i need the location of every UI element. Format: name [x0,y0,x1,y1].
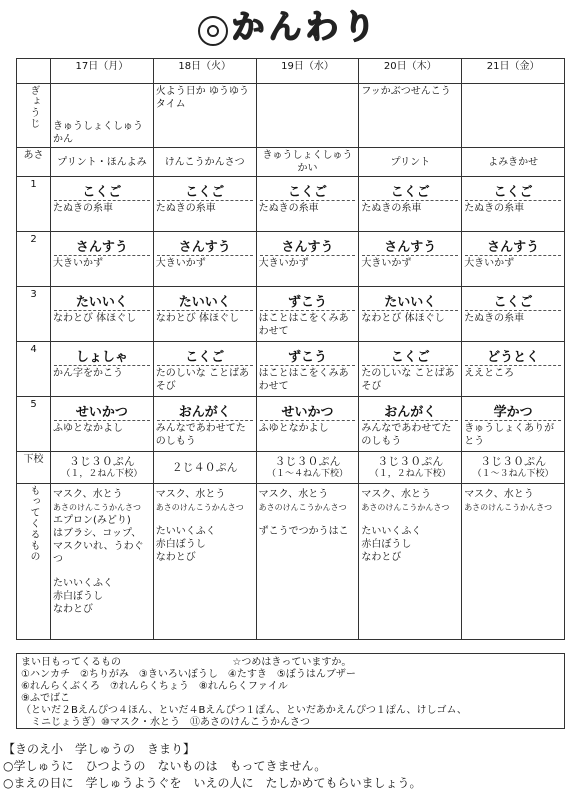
motte-item: マスク、水とう [258,489,329,500]
period-cell [359,397,462,452]
rule-line: ○学しゅうに ひつようの ないものは もってきません。 [3,759,327,773]
subject-name: 学かつ [465,405,561,421]
period-label: 3 [17,287,51,342]
nails-reminder: ☆つめはきっていますか。 [232,657,352,668]
day-header: 17日（月） [51,59,154,84]
everyday-line: （といだ２Bえんぴつ４ほん、といだ４Bえんぴつ１ぽん、といだあかえんぴつ１ぽん、けしゴム、 [21,705,467,716]
lesson-content: はことはこをくみあわせて [258,368,349,392]
everyday-line: ①ハンカチ ②ちりがみ ③きいろいぼうし ④たすき ⑤ぼうはんブザー [21,669,356,680]
period-cell [359,342,462,397]
timetable [16,58,565,640]
motte-item: 赤白ぼうし [361,539,412,550]
motte-row [17,484,565,640]
lesson-content: たぬきの糸車 [464,313,525,324]
subject-name: しょしゃ [54,350,150,366]
subject-name: ずこう [260,350,356,366]
asa-cell: きゅうしょくしゅうかい [256,148,359,177]
period-cell [256,177,359,232]
motte-item: たいいくふく [53,578,113,589]
gekou-time: ２じ４０ぷん [171,461,238,474]
lesson-content: なわとび 体ほぐし [155,313,239,324]
period-cell [153,397,256,452]
motte-item: あさのけんこうかんさつ [464,503,553,512]
subject-name: ずこう [260,295,356,311]
period-cell [256,342,359,397]
subject-name: こくご [157,350,253,366]
period-cell [51,177,154,232]
gyouji-cell [256,84,359,148]
subject-name: こくご [465,185,561,201]
subject-name: おんがく [362,405,458,421]
page-title [0,4,577,50]
everyday-heading-line [21,657,560,669]
gyouji-label: ぎょうじ [17,84,51,148]
asa-row [17,148,565,177]
motte-item [53,566,151,577]
period-label: 2 [17,232,51,287]
asa-cell: けんこうかんさつ [153,148,256,177]
period-row [17,232,565,287]
gekou-cell [51,452,154,484]
period-label: 1 [17,177,51,232]
subject-name: せいかつ [54,405,150,421]
period-cell [462,232,565,287]
corner-cell [17,59,51,84]
period-cell [153,232,256,287]
lesson-content: たのしいな ことばあそび [155,368,249,392]
motte-item [259,514,357,525]
lesson-content: 大きいかず [258,258,309,269]
day-header: 21日（金） [462,59,565,84]
everyday-heading: まい日もってくるもの [21,657,121,668]
period-cell [51,397,154,452]
asa-cell: プリント [359,148,462,177]
period-cell [462,177,565,232]
gekou-time: ３じ３０ぷん [377,454,444,468]
gyouji-cell [462,84,565,148]
subject-name: たいいく [54,295,150,311]
motte-item: はブラシ、コップ、 [53,528,142,539]
period-cell [359,287,462,342]
period-cell [359,232,462,287]
gyouji-row [17,84,565,148]
motte-cell [256,484,359,640]
gekou-note: （１，２ねん下校） [61,468,143,479]
gekou-time: ３じ３０ぷん [480,454,547,468]
gyouji-cell: 火よう日か ゆうゆうタイム [153,84,256,148]
subject-name: さんすう [260,240,356,256]
lesson-content: はことはこをくみあわせて [258,313,349,337]
motte-item: 赤白ぼうし [155,539,206,550]
subject-name: さんすう [465,240,561,256]
period-cell [256,232,359,287]
gekou-cell [359,452,462,484]
gekou-cell [462,452,565,484]
subject-name: こくご [157,185,253,201]
lesson-content: たぬきの糸車 [258,203,319,214]
gekou-time: ３じ３０ぷん [274,454,341,468]
gekou-note: （１～４ねん下校） [266,468,348,479]
period-row [17,177,565,232]
lesson-content: たぬきの糸車 [464,203,525,214]
subject-name: さんすう [54,240,150,256]
motte-item: あさのけんこうかんさつ [53,503,141,512]
period-cell [359,177,462,232]
lesson-content: ふゆとなかよし [53,423,123,434]
asa-cell: プリント・ほんよみ [51,148,154,177]
gyouji-cell: きゅうしょくしゅうかん [51,84,154,148]
day-header: 19日（水） [256,59,359,84]
period-cell [462,397,565,452]
motte-item: マスク、水とう [464,489,534,500]
lesson-content: ええところ [464,368,515,379]
lesson-content: みんなであわせてたのしもう [155,423,246,447]
period-label: 4 [17,342,51,397]
motte-item: マスク、水とう [361,489,431,500]
lesson-content: たぬきの糸車 [155,203,216,214]
day-header: 20日（木） [359,59,462,84]
period-row [17,287,565,342]
lesson-content: きゅうしょくありがとう [464,423,555,447]
lesson-content: たぬきの糸車 [361,203,422,214]
gekou-row [17,452,565,484]
lesson-content: 大きいかず [53,258,103,269]
gekou-note: （１～３ねん下校） [472,468,554,479]
subject-name: こくご [362,350,458,366]
motte-cell [51,484,154,640]
subject-name: たいいく [362,295,458,311]
gekou-time: ３じ３０ぷん [68,454,135,468]
flower-icon [198,16,228,46]
gekou-cell [153,452,256,484]
motte-label: もってくるもの [17,484,51,640]
motte-item: あさのけんこうかんさつ [155,503,244,512]
learning-rules [3,741,573,792]
asa-cell: よみきかせ [462,148,565,177]
motte-item: ずこうでつかうはこ [258,526,349,537]
rules-heading: 【きのえ小 学しゅうの きまり】 [3,742,196,756]
period-cell [51,287,154,342]
motte-item: マスク、水とう [155,489,226,500]
motte-item: あさのけんこうかんさつ [258,503,347,512]
motte-item: たいいくふく [361,526,422,537]
subject-name: こくご [362,185,458,201]
motte-cell [462,484,565,640]
gekou-cell [256,452,359,484]
period-cell [153,177,256,232]
asa-label: あさ [17,148,51,177]
subject-name: せいかつ [260,405,356,421]
subject-name: さんすう [362,240,458,256]
period-cell [256,397,359,452]
everyday-line: ミニじょうぎ）⑩マスク・水とう ⑪あさのけんこうかんさつ [21,717,310,728]
period-cell [256,287,359,342]
motte-item: マスク、水とう [53,489,123,500]
lesson-content: ふゆとなかよし [258,423,329,434]
motte-item: なわとび [361,552,402,563]
motte-item: 赤白ぼうし [53,591,103,602]
motte-item: なわとび [53,604,93,615]
period-cell [153,342,256,397]
subject-name: こくご [260,185,356,201]
subject-name: どうとく [465,350,561,366]
day-header: 18日（火） [153,59,256,84]
motte-item: マスクいれ、うわぐつ [53,541,144,565]
motte-item: たいいくふく [155,526,216,537]
subject-name: こくご [465,295,561,311]
everyday-items-box [16,653,565,729]
period-label: 5 [17,397,51,452]
motte-item [156,514,254,525]
lesson-content: なわとび 体ほぐし [53,313,137,324]
header-row [17,59,565,84]
motte-item [361,514,459,525]
everyday-line: ⑥れんらくぶくろ ⑦れんらくちょう ⑧れんらくファイル [21,681,288,692]
title-text: かんわり [231,7,380,46]
lesson-content: 大きいかず [464,258,515,269]
lesson-content: みんなであわせてたのしもう [361,423,452,447]
motte-cell [153,484,256,640]
lesson-content: 大きいかず [361,258,412,269]
subject-name: たいいく [157,295,253,311]
gekou-note: （１，２ねん下校） [369,468,451,479]
lesson-content: なわとび 体ほぐし [361,313,445,324]
everyday-line: ⑨ふでばこ [21,693,70,704]
lesson-content: たのしいな ことばあそび [361,368,455,392]
period-row [17,397,565,452]
period-cell [51,342,154,397]
rule-line: ○まえの日に 学しゅうようぐを いえの人に たしかめてもらいましょう。 [3,776,422,790]
subject-name: こくご [54,185,150,201]
period-row [17,342,565,397]
lesson-content: かん字をかこう [53,368,123,379]
period-cell [51,232,154,287]
period-cell [462,342,565,397]
subject-name: おんがく [157,405,253,421]
lesson-content: 大きいかず [155,258,206,269]
motte-item: あさのけんこうかんさつ [361,503,450,512]
gekou-label: 下校 [17,452,51,484]
period-cell [153,287,256,342]
gyouji-cell: フッかぶつせんこう [359,84,462,148]
lesson-content: たぬきの糸車 [53,203,113,214]
motte-item: エプロン(みどり) [53,515,131,526]
period-cell [462,287,565,342]
motte-item: なわとび [155,552,196,563]
subject-name: さんすう [157,240,253,256]
motte-cell [359,484,462,640]
